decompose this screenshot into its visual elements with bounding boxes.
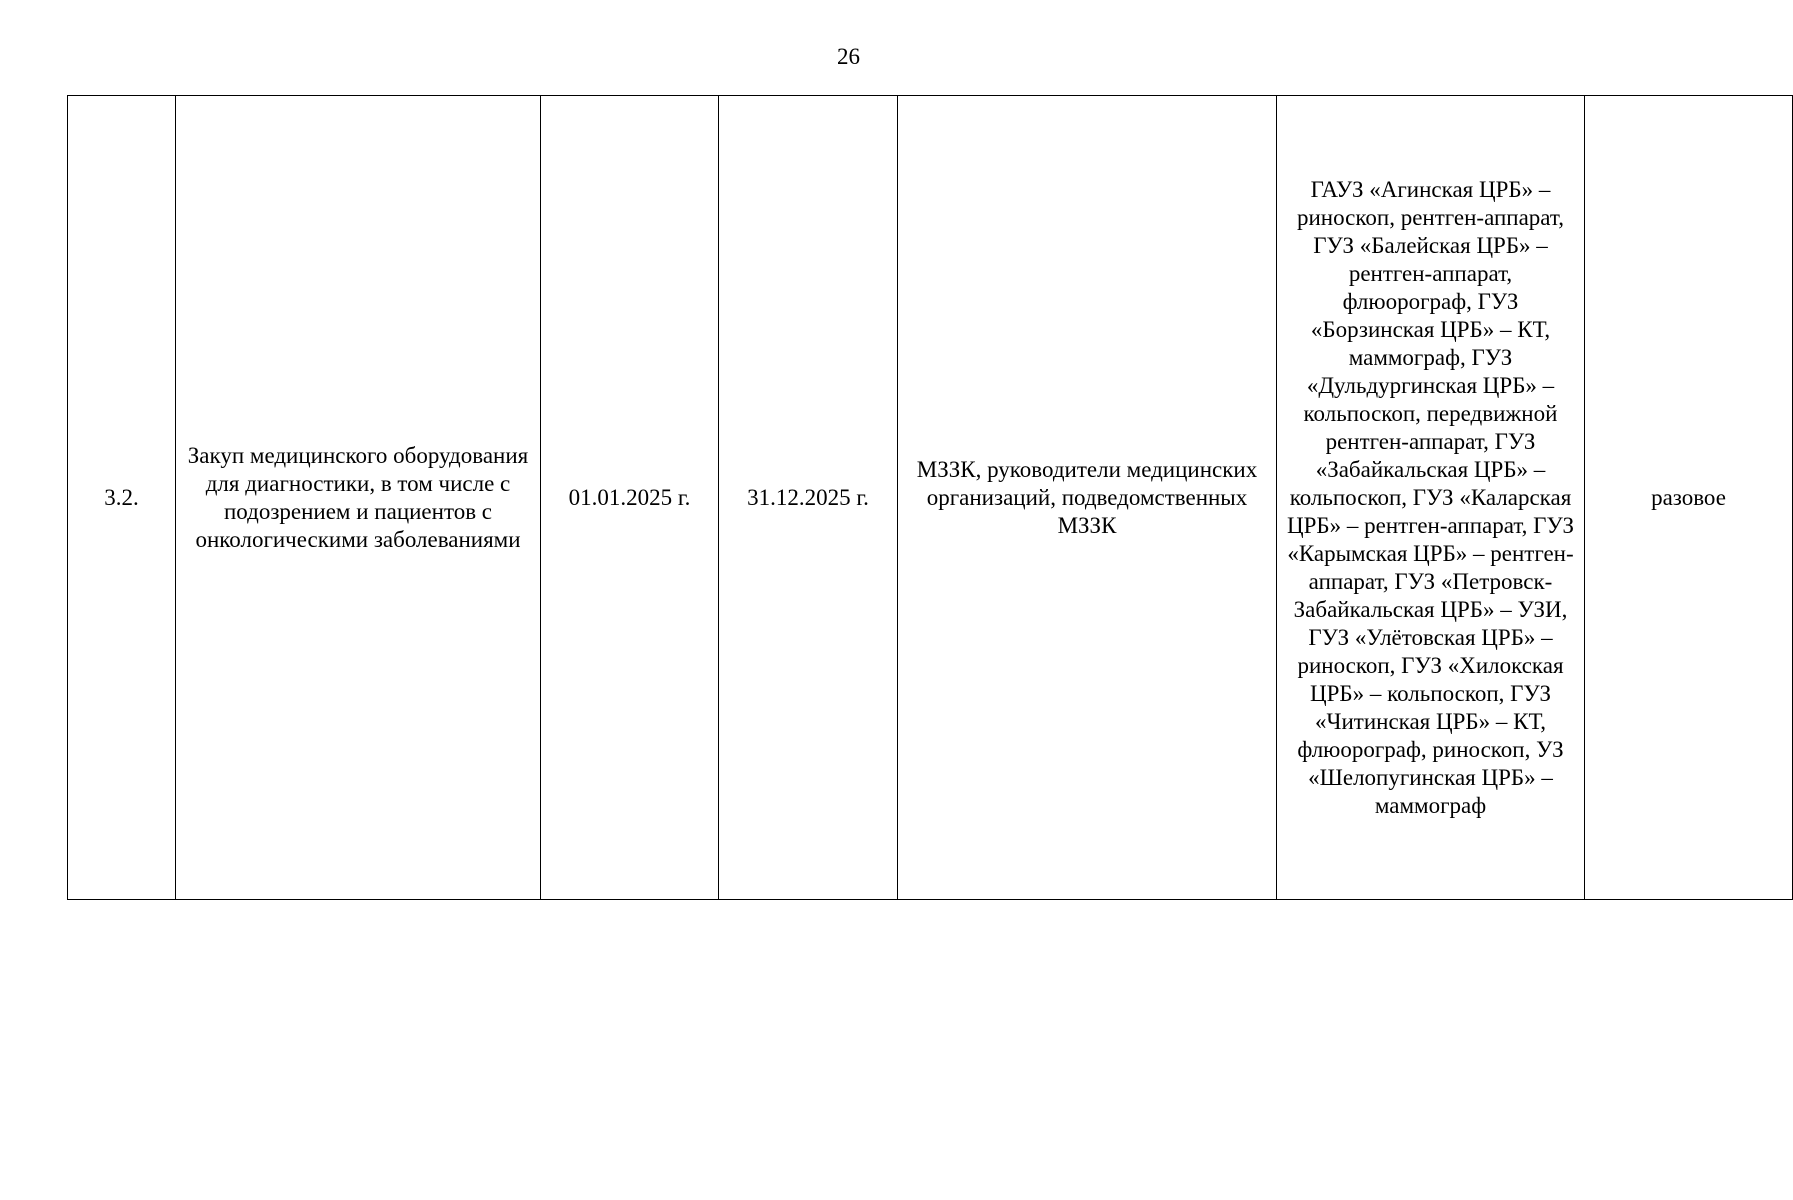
start-date-cell: 01.01.2025 г. — [541, 96, 719, 900]
end-date-cell: 31.12.2025 г. — [719, 96, 898, 900]
row-number-cell: 3.2. — [68, 96, 176, 900]
page-number: 26 — [837, 44, 860, 69]
result-text: ГАУЗ «Агинская ЦРБ» – риноскоп, рентген-аппарат, ГУЗ «Балейская ЦРБ» – рентген-аппарат, флюорограф, ГУЗ «Борзинская ЦРБ» – КТ, маммограф, ГУЗ «Дульдургинская ЦРБ» – кольпоскоп, передвижной рентген-аппарат, ГУЗ «Забайкальская ЦРБ» – кольпоскоп, ГУЗ «Каларская ЦРБ» – рентген-аппарат, ГУЗ «Карымская ЦРБ» – рентген-аппарат, ГУЗ «Петровск-Забайкальская ЦРБ» – УЗИ, ГУЗ «Улётовская ЦРБ» – риноскоп, ГУЗ «Хилокская ЦРБ» – кольпоскоп, ГУЗ «Читинская ЦРБ» – КТ, флюорограф, риноскоп, УЗ «Шелопугинская ЦРБ» – маммограф — [1287, 176, 1574, 818]
periodicity-cell: разовое — [1585, 96, 1793, 900]
measure-cell: Закуп медицинского оборудования для диагностики, в том числе с подозрением и пациентов с онкологическими заболеваниями — [176, 96, 541, 900]
table-row — [68, 96, 1793, 900]
result-cell — [1277, 96, 1585, 900]
plan-table — [67, 95, 1793, 900]
responsible-cell: МЗЗК, руководители медицинских организаций, подведомственных МЗЗК — [898, 96, 1277, 900]
